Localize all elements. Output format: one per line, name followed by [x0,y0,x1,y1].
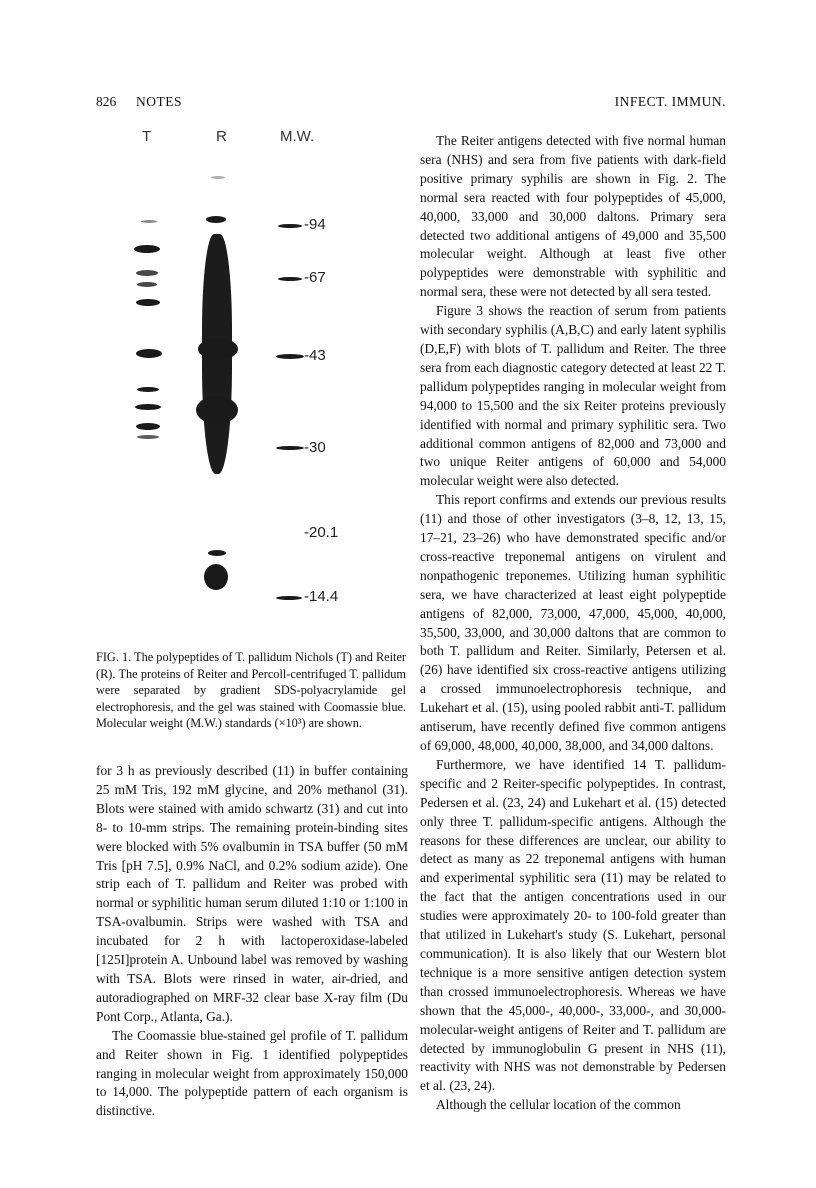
paragraph: The Reiter antigens detected with five normal human sera (NHS) and sera from five patients with dark-field positive primary syphilis are shown in Fig. 2. The normal sera reacted with four polypeptides of 45,000, 40,000, 33,000 and 30,000 daltons. Primary sera detected two additional antigens of 49,000 and 35,500 molecular weight. Although at least five other polypeptides were demonstrable with syphilitic and normal sera, these were not detected by all sera tested. [420,133,726,300]
paragraph: Although the cellular location of the common [436,1097,681,1113]
page-header [96,94,726,114]
gel-band [198,338,238,360]
paragraph: Figure 3 shows the reaction of serum from patients with secondary syphilis (A,B,C) and early latent syphilis (D,E,F) with blots of T. pallidum and Reiter. The three sera from each diagnostic category detected at least 22 T. pallidum polypeptides ranging in molecular weight from 94,000 to 15,500 and the six Reiter proteins previously identified with normal and primary syphilitic sera. Two additional common antigens of 82,000 and 73,000 and two unique Reiter antigens of 60,000 and 54,000 molecular weight were also detected. [420,303,726,489]
gel-band [137,435,159,439]
gel-band [135,404,161,410]
mw-marker-band [278,277,302,281]
gel-band [137,387,159,392]
paragraph: for 3 h as previously described (11) in buffer containing 25 mM Tris, 192 mM glycine, and 20% methanol (31). Blots were stained with amido schwartz (31) and cut into 8- to 10-mm strips. The remaining protein-binding sites were blocked with 5% ovalbumin in TSA buffer (50 mM Tris [pH 7.5], 0.9% NaCl, and 0.2% sodium azide). One strip each of T. pallidum and Reiter was probed with normal or syphilitic human serum diluted 1:10 or 1:100 in TSA-ovalbumin. Strips were washed with TSA and incubated for 2 h with lactoperoxidase-labeled [125I]protein A. Unbound label was removed by washing with TSA. Blots were rinsed in water, air-dried, and autoradiographed on MRF-32 clear base X-ray film (Du Pont Corp., Atlanta, Ga.). [96,763,408,1024]
gel-band [206,216,226,223]
mw-marker-band [278,224,302,228]
page-number: 826 [96,94,117,109]
gel-band [136,270,158,276]
lane-label-t: T [142,128,152,145]
mw-label: -43 [304,347,326,364]
gel-band [134,245,160,253]
gel-band [204,564,228,590]
paragraph: This report confirms and extends our previous results (11) and those of other investigators (3–8, 12, 13, 15, 17–21, 23–26) who have demonstrated specific and/or cross-reactive treponemal antigens on virulent and nonpathogenic treponemes. Utilizing human syphilitic sera, we have characterized at least eight polypeptide antigens of 82,000, 73,000, 47,000, 45,000, 40,000, 35,500, 33,000, and 30,000 daltons that are common to both T. pallidum and Reiter. Similarly, Petersen et al. (26) have identified six cross-reactive antigens utilizing a crossed immunoelectrophoresis technique, and Lukehart et al. (15), using pooled rabbit anti-T. pallidum antiserum, have recently defined five common antigens of 69,000, 48,000, 40,000, 38,000, and 34,000 daltons. [420,492,726,753]
lane-label-mw: M.W. [280,128,315,145]
figure-caption: FIG. 1. The polypeptides of T. pallidum Nichols (T) and Reiter (R). The proteins of Reiter and Percoll-centrifuged T. pallidum were separated by gradient SDS-polyacrylamide gel electrophoresis, and the gel was stained with Coomassie blue. Molecular weight (M.W.) standards (×10³) are shown. [96,650,406,730]
mw-label: -30 [304,439,326,456]
mw-marker-band [276,446,304,450]
paragraph: Furthermore, we have identified 14 T. pallidum-specific and 2 Reiter-specific polypeptides. In contrast, Pedersen et al. (23, 24) and Lukehart et al. (15) detected only three T. pallidum-specific antigens. Although the reasons for these differences are unclear, our ability to detect as many as 22 treponemal antigens with human and experimental syphilitic sera (11) may be related to the fact that the antigen concentrations used in our studies were approximately 20- to 100-fold greater than that utilized in Lukehart's study (S. Lukehart, personal communication). It is also likely that our Western blot technique is a more sensitive antigen detection system than crossed immunoelectrophoresis. Whereas we have shown that the 45,000-, 40,000-, 33,000-, and 30,000-molecular-weight antigens of Reiter and T. pallidum are detected by immunoglobulin G present in NHS (11), reactivity with NHS was not demonstrable by Pedersen et al. (23, 24). [420,756,726,1094]
gel-band [137,282,157,287]
gel-band [211,176,225,179]
journal-name: INFECT. IMMUN. [614,94,726,109]
gel-band [208,550,226,556]
section-title: NOTES [136,94,182,109]
mw-label: -94 [304,216,326,233]
mw-marker-band [276,354,304,359]
gel-band [136,299,160,306]
right-column [420,132,726,1115]
left-column [96,762,408,1121]
mw-label: -67 [304,269,326,286]
gel-band [136,423,160,430]
mw-label: -20.1 [304,524,339,541]
paragraph: The Coomassie blue-stained gel profile of T. pallidum and Reiter shown in Fig. 1 identified polypeptides ranging in molecular weight from approximately 150,000 to 14,000. The polypeptide pattern of each organism is distinctive. [96,1027,408,1119]
gel-figure [96,128,402,628]
mw-label: -14.4 [304,588,339,605]
gel-band [141,220,157,223]
gel-band [136,349,162,358]
mw-marker-band [276,596,302,600]
gel-band [196,396,238,424]
lane-label-r: R [216,128,227,145]
